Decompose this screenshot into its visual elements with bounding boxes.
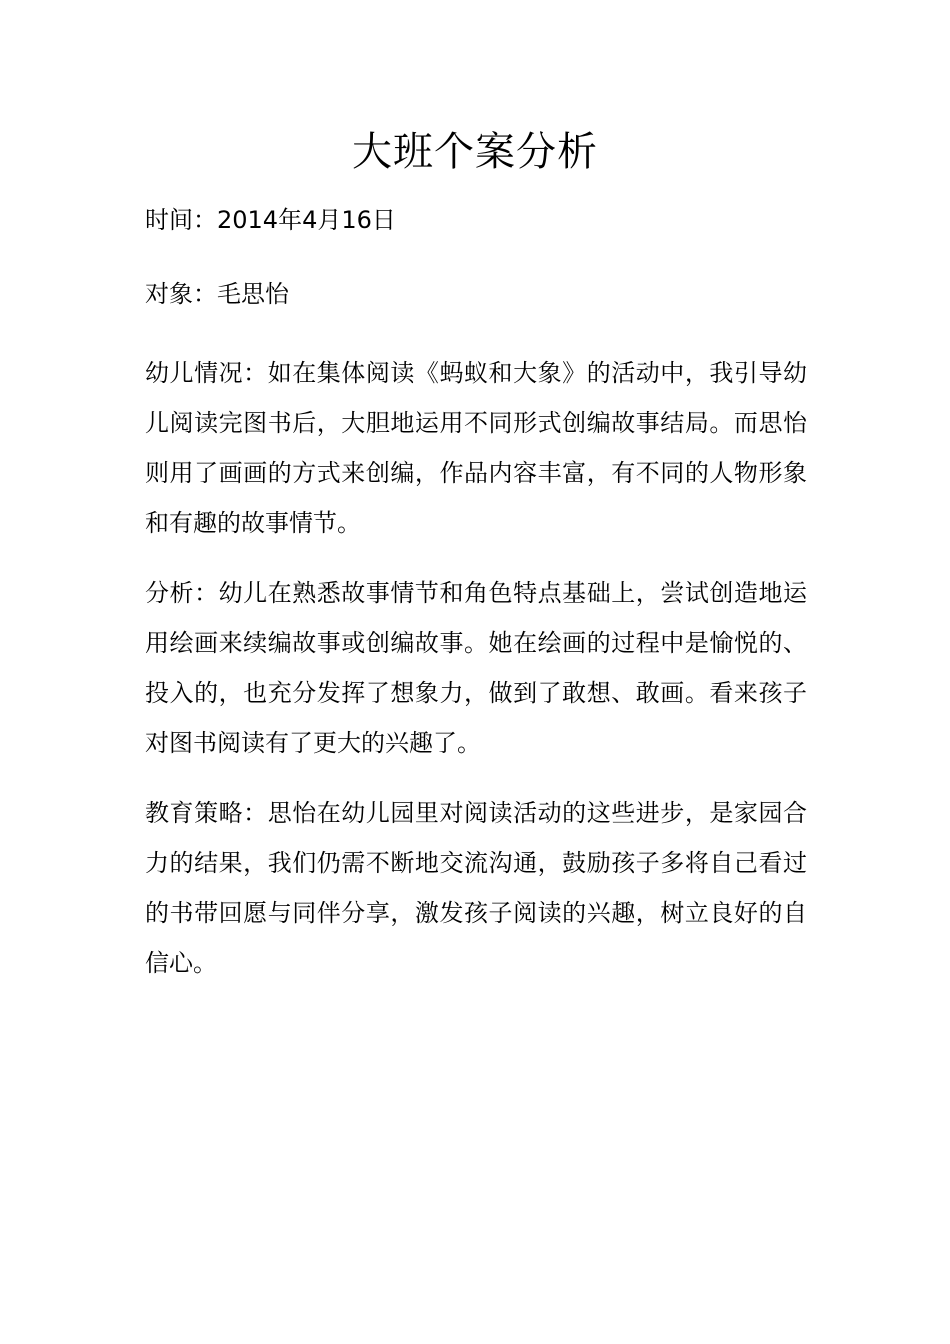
time-line: 时间：2014年4月16日 bbox=[145, 206, 396, 234]
document-body bbox=[145, 200, 807, 1008]
paragraph-analysis: 分析：幼儿在熟悉故事情节和角色特点基础上，尝试创造地运用绘画来续编故事或创编故事。她在绘画的过程中是愉悦的、投入的，也充分发挥了想象力，做到了敢想、敢画。看来孩子对图书阅读有了更大的兴趣了。 bbox=[145, 579, 807, 757]
paragraph-child-situation: 幼儿情况：如在集体阅读《蚂蚁和大象》的活动中，我引导幼儿阅读完图书后，大胆地运用不同形式创编故事结局。而思怡则用了画画的方式来创编，作品内容丰富，有不同的人物形象和有趣的故事情节。 bbox=[145, 359, 807, 537]
document-title: 大班个案分析 bbox=[352, 129, 598, 175]
subject-line: 对象：毛思怡 bbox=[145, 280, 289, 308]
paragraph-education-strategy: 教育策略：思怡在幼儿园里对阅读活动的这些进步，是家园合力的结果，我们仍需不断地交流沟通，鼓励孩子多将自己看过的书带回愿与同伴分享，激发孩子阅读的兴趣，树立良好的自信心。 bbox=[145, 799, 807, 977]
